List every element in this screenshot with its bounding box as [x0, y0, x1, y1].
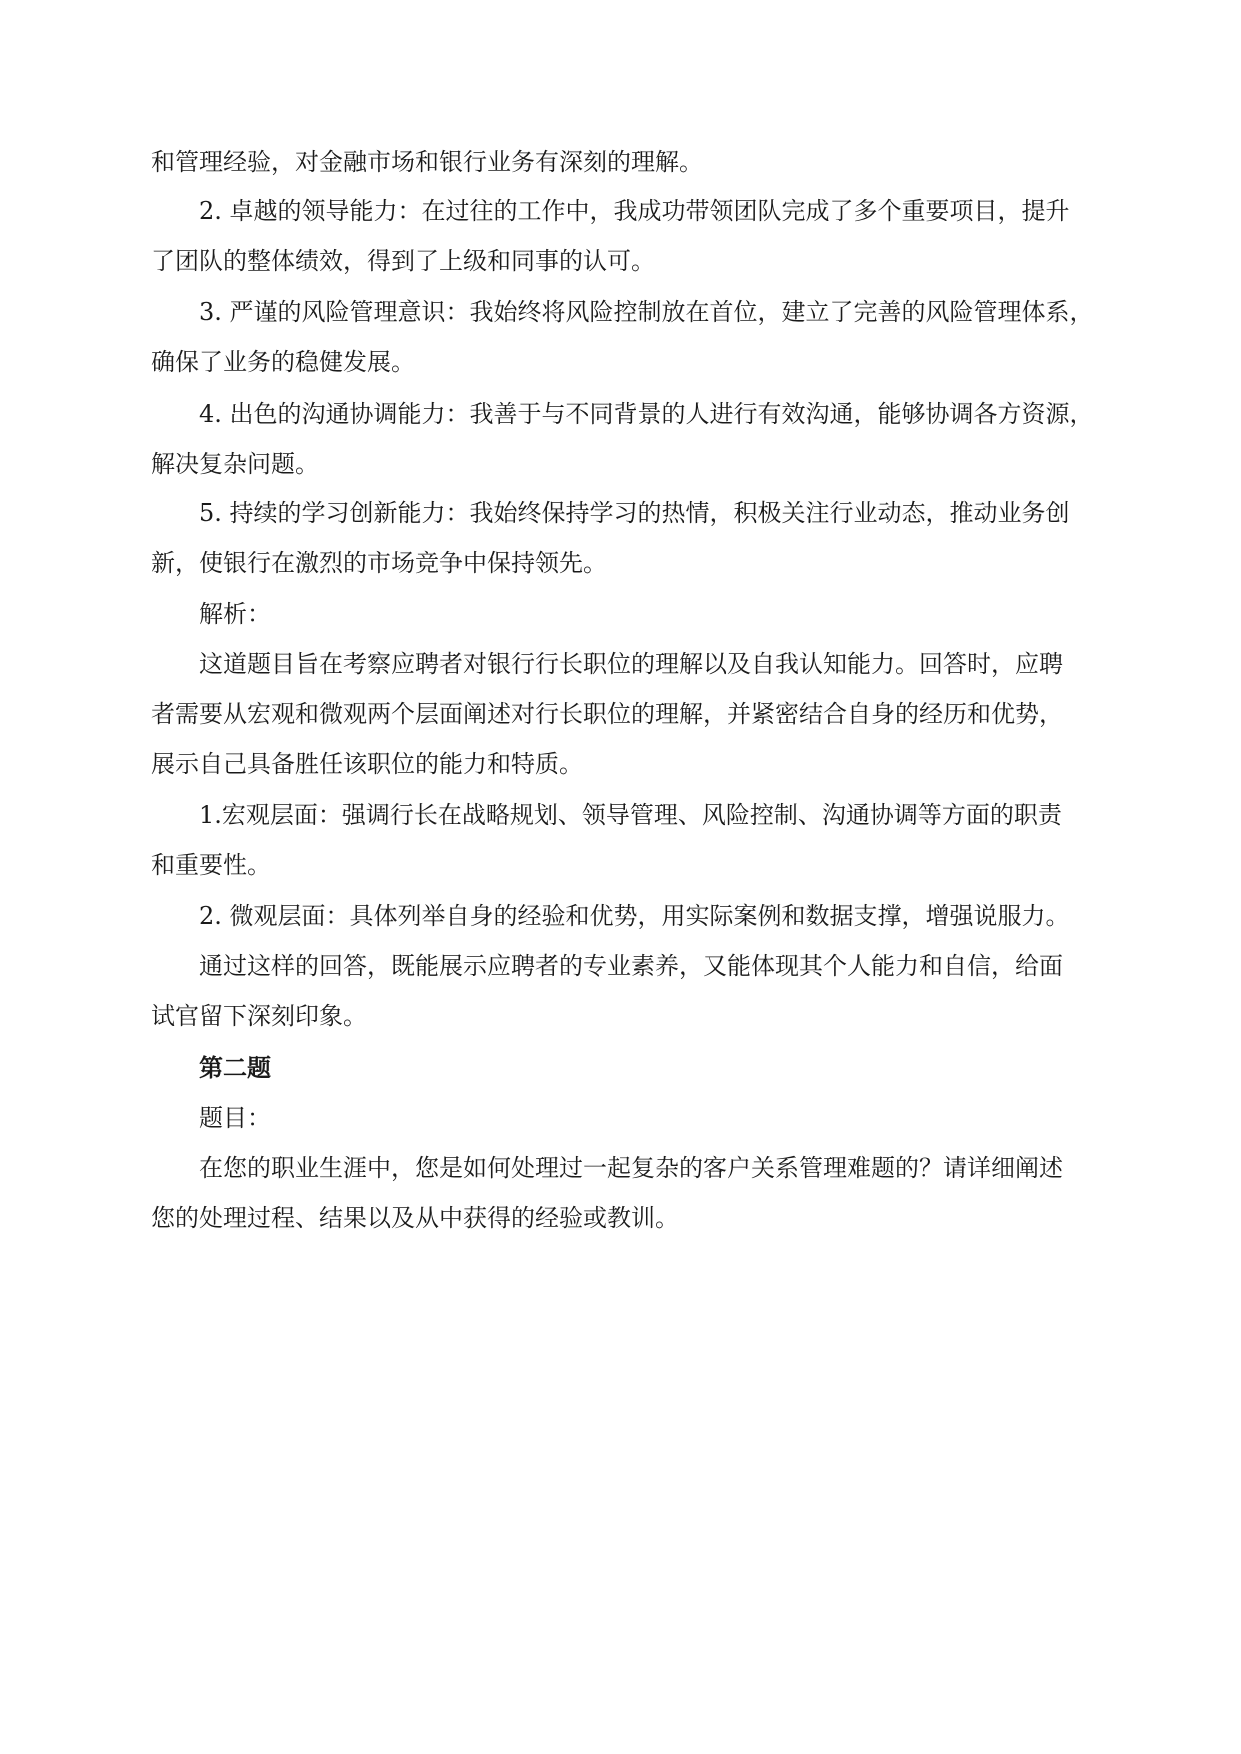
paragraph-line: 1.宏观层面：强调行长在战略规划、领导管理、风险控制、沟通协调等方面的职责 — [199, 801, 1062, 829]
paragraph-line: 2. 微观层面：具体列举自身的经验和优势，用实际案例和数据支撑，增强说服力。 — [199, 902, 1070, 930]
section-label: 解析： — [199, 600, 271, 628]
paragraph-line: 通过这样的回答，既能展示应聘者的专业素养，又能体现其个人能力和自信，给面 — [199, 952, 1063, 980]
section-label: 题目： — [199, 1104, 271, 1132]
paragraph-line: 确保了业务的稳健发展。 — [151, 348, 415, 376]
paragraph-line: 2. 卓越的领导能力：在过往的工作中，我成功带领团队完成了多个重要项目，提升 — [199, 197, 1070, 225]
paragraph-line: 试官留下深刻印象。 — [151, 1002, 367, 1030]
paragraph-line: 展示自己具备胜任该职位的能力和特质。 — [151, 750, 583, 778]
paragraph-line: 了团队的整体绩效，得到了上级和同事的认可。 — [151, 247, 655, 275]
paragraph-line: 在您的职业生涯中，您是如何处理过一起复杂的客户关系管理难题的？请详细阐述 — [199, 1154, 1063, 1182]
paragraph-line: 者需要从宏观和微观两个层面阐述对行长职位的理解，并紧密结合自身的经历和优势， — [151, 700, 1063, 728]
paragraph-line: 3. 严谨的风险管理意识：我始终将风险控制放在首位，建立了完善的风险管理体系， — [199, 298, 1094, 326]
paragraph-line: 5. 持续的学习创新能力：我始终保持学习的热情，积极关注行业动态，推动业务创 — [199, 499, 1070, 527]
paragraph-line: 这道题目旨在考察应聘者对银行行长职位的理解以及自我认知能力。回答时，应聘 — [199, 650, 1063, 678]
paragraph-line: 和重要性。 — [151, 851, 271, 879]
paragraph-line: 解决复杂问题。 — [151, 450, 319, 478]
section-heading: 第二题 — [199, 1054, 271, 1082]
paragraph-line: 您的处理过程、结果以及从中获得的经验或教训。 — [151, 1204, 679, 1232]
paragraph-line: 和管理经验，对金融市场和银行业务有深刻的理解。 — [151, 148, 703, 176]
paragraph-line: 4. 出色的沟通协调能力：我善于与不同背景的人进行有效沟通，能够协调各方资源， — [199, 400, 1094, 428]
paragraph-line: 新，使银行在激烈的市场竞争中保持领先。 — [151, 549, 607, 577]
